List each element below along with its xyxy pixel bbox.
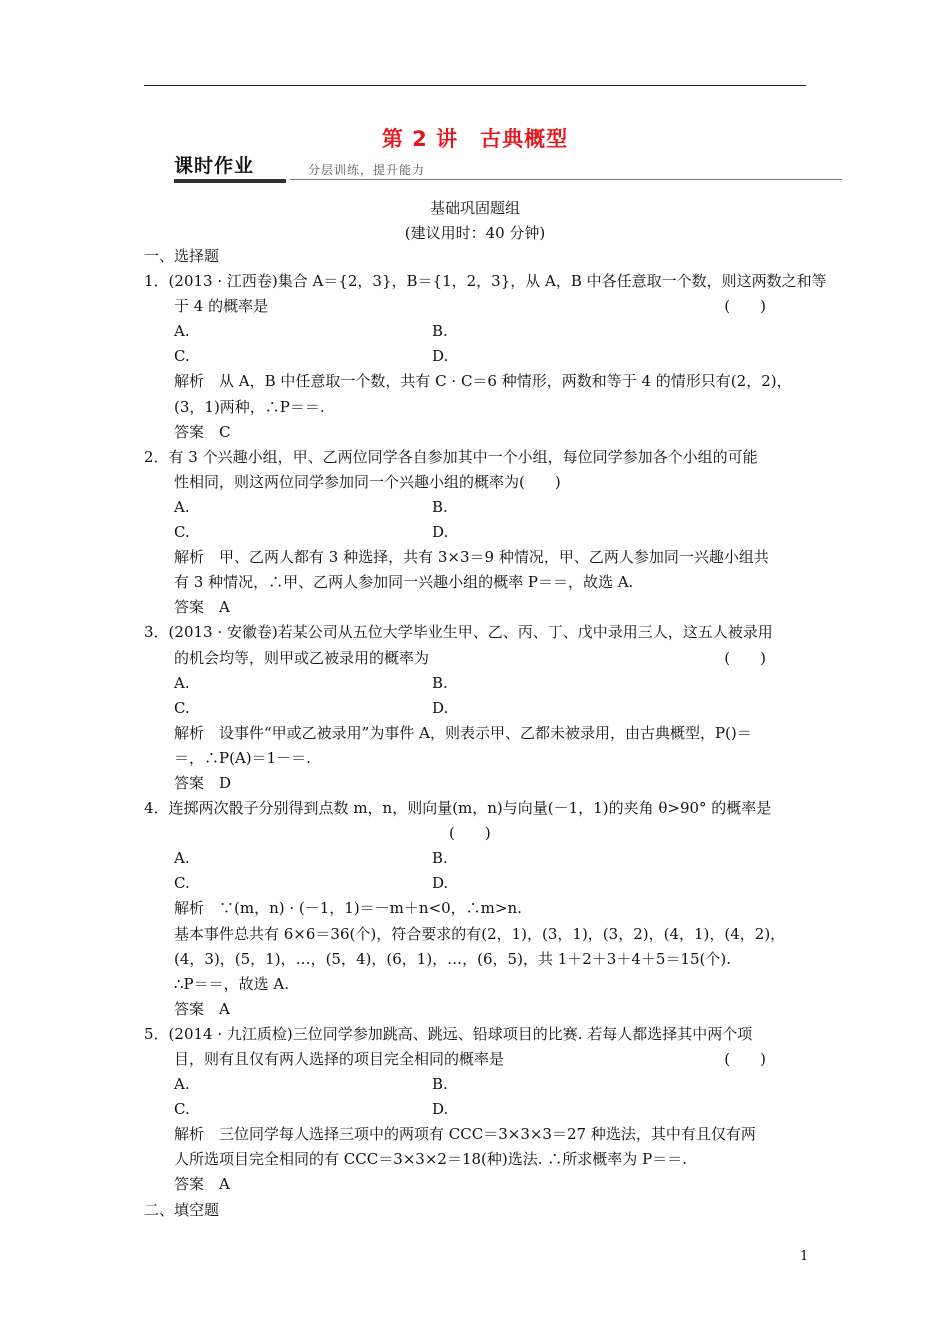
analysis-line: ∴P＝＝，故选 A. — [174, 974, 290, 993]
option-d: D. — [432, 698, 449, 717]
options-row — [144, 846, 806, 871]
options-row — [144, 871, 806, 896]
analysis-line: 人所选项目完全相同的有 CCC＝3×3×2＝18(种)选法. ∴所求概率为 P＝＝. — [174, 1150, 687, 1169]
question-stem-line: 2．有 3 个兴趣小组，甲、乙两位同学各自参加其中一个小组，每位同学参加各个小组的可能 — [144, 447, 758, 466]
answer-line: 答案 D — [174, 773, 232, 792]
analysis-line: 解析 设事件“甲或乙被录用”为事件 A，则表示甲、乙都未被录用，由古典概型，P()＝ — [174, 723, 752, 742]
option-c: C. — [174, 347, 190, 366]
option-a: A. — [174, 322, 190, 341]
worksheet-content — [144, 244, 827, 1223]
homework-rule — [290, 179, 842, 180]
options-row — [144, 520, 806, 545]
section-heading: 二、填空题 — [144, 1200, 220, 1219]
section-heading: 一、选择题 — [144, 247, 220, 265]
option-b: B. — [432, 497, 448, 516]
answer-paren: ( ) — [724, 648, 766, 667]
option-d: D. — [432, 1100, 449, 1119]
options-row — [144, 1072, 806, 1097]
options-row — [144, 671, 806, 696]
question-stem-line: 3．(2013 · 安徽卷)若某公司从五位大学毕业生甲、乙、丙、丁、戊中录用三人，这五人被录用 — [144, 623, 773, 642]
analysis-line: 基本事件总共有 6×6＝36(个)，符合要求的有(2，1)，(3，1)，(3，2)，(4，1)，(4，2)， — [174, 924, 786, 943]
analysis-line: 解析 ∵(m，n) · (－1，1)＝－m＋n<0，∴m>n. — [174, 899, 522, 918]
page-number: 1 — [800, 1249, 809, 1264]
option-b: B. — [432, 1075, 448, 1094]
answer-line: 答案 A — [174, 598, 230, 617]
option-c: C. — [174, 874, 190, 893]
question-4 — [144, 796, 806, 1022]
question-stem-line: 4．连掷两次骰子分别得到点数 m，n，则向量(m，n)与向量(－1，1)的夹角 θ>90° 的概率是 — [144, 799, 772, 818]
analysis-line: (3，1)两种，∴P＝＝. — [174, 397, 325, 416]
options-row — [144, 495, 806, 520]
top-rule — [144, 85, 806, 86]
analysis-line: 解析 从 A，B 中任意取一个数，共有 C · C＝6 种情形，两数和等于 4 的情形只有(2，2)， — [174, 372, 792, 391]
answer-paren: ( ) — [449, 824, 491, 843]
option-d: D. — [432, 347, 449, 366]
analysis-line: 解析 三位同学每人选择三项中的两项有 CCC＝3×3×3＝27 种选法，其中有且仅有两 — [174, 1125, 756, 1144]
option-b: B. — [432, 673, 448, 692]
option-d: D. — [432, 874, 449, 893]
analysis-line: 有 3 种情况，∴甲、乙两人参加同一兴趣小组的概率 P＝＝，故选 A. — [174, 573, 634, 592]
options-row — [144, 1097, 806, 1122]
question-stem-line: 的机会均等，则甲或乙被录用的概率为 ( ) — [144, 646, 806, 671]
question-stem-line: 5．(2014 · 九江质检)三位同学参加跳高、跳远、铅球项目的比赛. 若每人都选择其中两个项 — [144, 1024, 753, 1043]
homework-subtitle: 分层训练，提升能力 — [308, 163, 426, 177]
question-2 — [144, 445, 806, 621]
options-row — [144, 696, 806, 721]
option-a: A. — [174, 673, 190, 692]
question-stem-line: 1．(2013 · 江西卷)集合 A＝{2，3}，B＝{1，2，3}，从 A，B 中各任意取一个数，则这两数之和等 — [144, 272, 827, 291]
analysis-line: (4，3)，(5，1)，…，(5，4)，(6，1)，…，(6，5)，共 1＋2＋3＋4＋5＝15(个). — [174, 949, 732, 968]
option-a: A. — [174, 1075, 190, 1094]
answer-line: 答案 C — [174, 422, 231, 441]
answer-paren: ( ) — [724, 1050, 766, 1068]
question-stem-line — [144, 821, 806, 846]
answer-line: 答案 A — [174, 1175, 230, 1194]
answer-paren: ( ) — [724, 297, 766, 316]
option-c: C. — [174, 1100, 190, 1119]
option-d: D. — [432, 523, 449, 542]
option-c: C. — [174, 698, 190, 717]
options-row — [144, 344, 806, 369]
option-a: A. — [174, 497, 190, 516]
question-3 — [144, 620, 806, 796]
answer-line: 答案 A — [174, 999, 230, 1018]
option-b: B. — [432, 849, 448, 868]
group-title: 基础巩固题组 — [429, 199, 520, 217]
question-5 — [144, 1022, 806, 1198]
question-stem-line: 于 4 的概率是 ( ) — [144, 294, 806, 319]
group-subtitle: (建议用时：40 分钟) — [404, 224, 546, 242]
option-b: B. — [432, 322, 448, 341]
homework-label-underline — [174, 179, 286, 183]
option-c: C. — [174, 523, 190, 542]
analysis-line: ＝，∴P(A)＝1－＝. — [174, 748, 311, 767]
analysis-line: 解析 甲、乙两人都有 3 种选择，共有 3×3＝9 种情况，甲、乙两人参加同一兴趣小组共 — [174, 548, 769, 567]
question-stem-line: 目，则有且仅有两人选择的项目完全相同的概率是 ( ) — [144, 1047, 806, 1072]
homework-label: 课时作业 — [174, 155, 255, 177]
option-a: A. — [174, 849, 190, 868]
options-row — [144, 319, 806, 344]
question-stem-line: 性相同，则这两位同学参加同一个兴趣小组的概率为( ) — [174, 472, 561, 491]
chapter-title: 第 2 讲 古典概型 — [381, 127, 569, 151]
question-1 — [144, 269, 827, 445]
